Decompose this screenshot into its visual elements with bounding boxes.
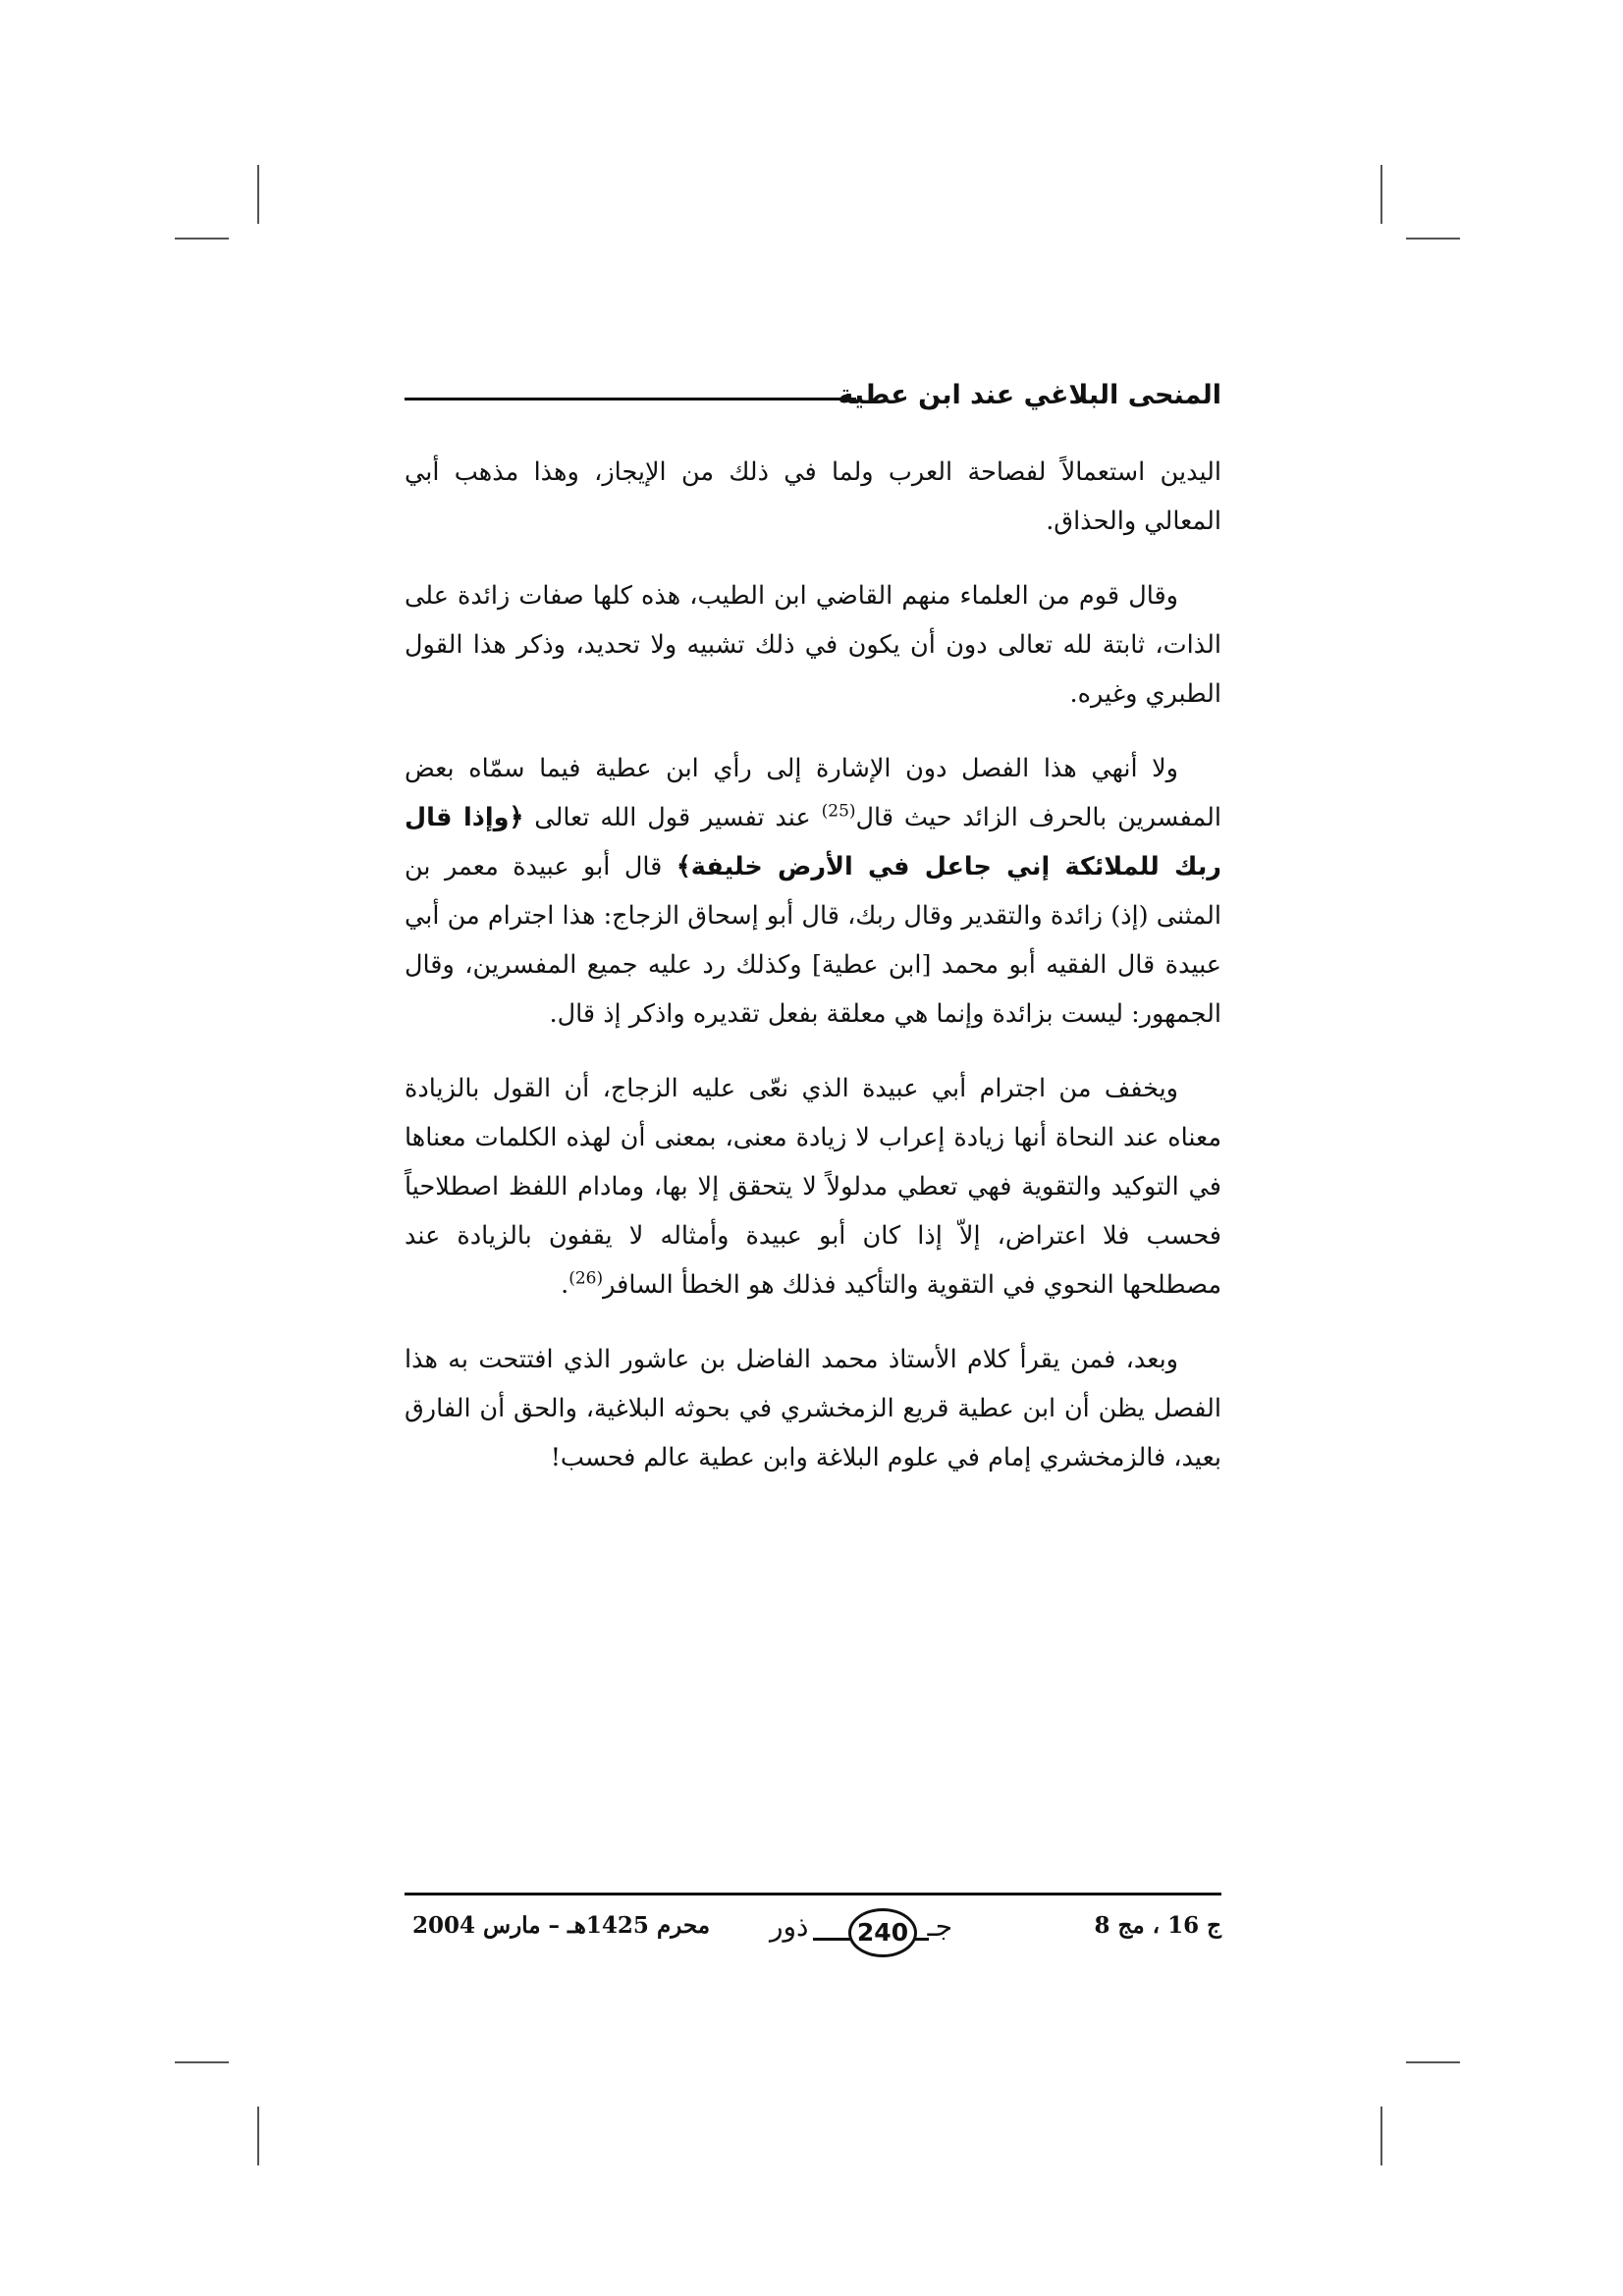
page-number: 240 bbox=[848, 1908, 917, 1957]
running-header bbox=[405, 376, 1221, 415]
paragraph-3-rest: قال أبو عبيدة معمر بن المثنى (إذ) زائدة والتقدير وقال ربك، قال أبو إسحاق الزجاج: هذا اجترام من أبي عبيدة قال الفقيه أبو محمد [ابن عطية] وكذلك رد عليه جميع المفسرين، وقال الجمهور: ليست بزائدة وإنما هي معلقة بفعل تقديره واذكر إذ قال. bbox=[405, 852, 1221, 1029]
crop-mark bbox=[1380, 165, 1382, 224]
logo-word-left: ذور bbox=[770, 1910, 809, 1943]
paragraph-1: اليدين استعمالاً لفصاحة العرب ولما في ذلك من الإيجاز، وهذا مذهب أبي المعالي والحذاق. bbox=[405, 457, 1221, 536]
issue-date: محرم 1425هـ – مارس 2004 bbox=[412, 1912, 711, 1939]
paragraph-3-text: ولا أنهي هذا الفصل دون الإشارة إلى رأي ابن عطية فيما سمّاه بعض المفسرين بالحرف الزائد حيث قال bbox=[405, 754, 1221, 832]
paragraph-4-text: ويخفف من اجترام أبي عبيدة الذي نعّى عليه الزجاج، أن القول بالزيادة معناه عند النحاة أنها زيادة إعراب لا زيادة معنى، بمعنى أن لهذه الكلمات معناها في التوكيد والتقوية فهي تعطي مدلولاً لا يتحقق إلا بها، ومادام اللفظ اصطلاحياً فحسب فلا اعتراض، إلاّ إذا كان أبو عبيدة وأمثاله لا يقفون بالزيادة عند مصطلحها النحوي في التقوية والتأكيد فذلك هو الخطأ السافر bbox=[405, 1074, 1221, 1300]
paragraph-4 bbox=[405, 1064, 1221, 1309]
paragraph-5: وبعد، فمن يقرأ كلام الأستاذ محمد الفاضل بن عاشور الذي افتتحت به هذا الفصل يظن أن ابن عطية قريع الزمخشري في بحوثه البلاغية، والحق أن الفارق بعيد، فالزمخشري إمام في علوم البلاغة وابن عطية عالم فحسب! bbox=[405, 1345, 1221, 1472]
footnote-ref-25[interactable]: (25) bbox=[821, 801, 856, 822]
crop-mark bbox=[1406, 238, 1460, 240]
paragraph-4-end: . bbox=[561, 1270, 569, 1300]
paragraph-3-text-cont: عند تفسير قول الله تعالى bbox=[523, 803, 822, 832]
logo-word-right: جـ bbox=[927, 1910, 952, 1943]
logo-stroke bbox=[813, 1938, 852, 1941]
quran-verse: ﴿وإذا قال ربك للملائكة إني جاعل في الأرض خليفة﴾ bbox=[405, 803, 1221, 881]
header-title: المنحى البلاغي عند ابن عطية bbox=[838, 380, 1221, 410]
paragraph-2: وقال قوم من العلماء منهم القاضي ابن الطيب، هذه كلها صفات زائدة على الذات، ثابتة لله تعالى دون أن يكون في ذلك تشبيه ولا تحديد، وذكر هذا القول الطبري وغيره. bbox=[405, 581, 1221, 709]
page-footer bbox=[405, 1904, 1221, 1959]
paragraph-3 bbox=[405, 744, 1221, 1039]
crop-mark bbox=[257, 2107, 259, 2165]
issue-info: ج 16 ، مج 8 bbox=[1094, 1912, 1221, 1939]
article-body bbox=[405, 448, 1221, 1508]
journal-logo bbox=[758, 1904, 954, 1959]
crop-mark bbox=[1406, 2061, 1460, 2063]
crop-mark bbox=[257, 165, 259, 224]
crop-mark bbox=[1380, 2107, 1382, 2165]
crop-mark bbox=[175, 2061, 229, 2063]
footer-rule bbox=[405, 1893, 1221, 1896]
crop-mark bbox=[175, 238, 229, 240]
header-rule bbox=[405, 398, 856, 400]
footnote-ref-26[interactable]: (26) bbox=[568, 1268, 604, 1289]
